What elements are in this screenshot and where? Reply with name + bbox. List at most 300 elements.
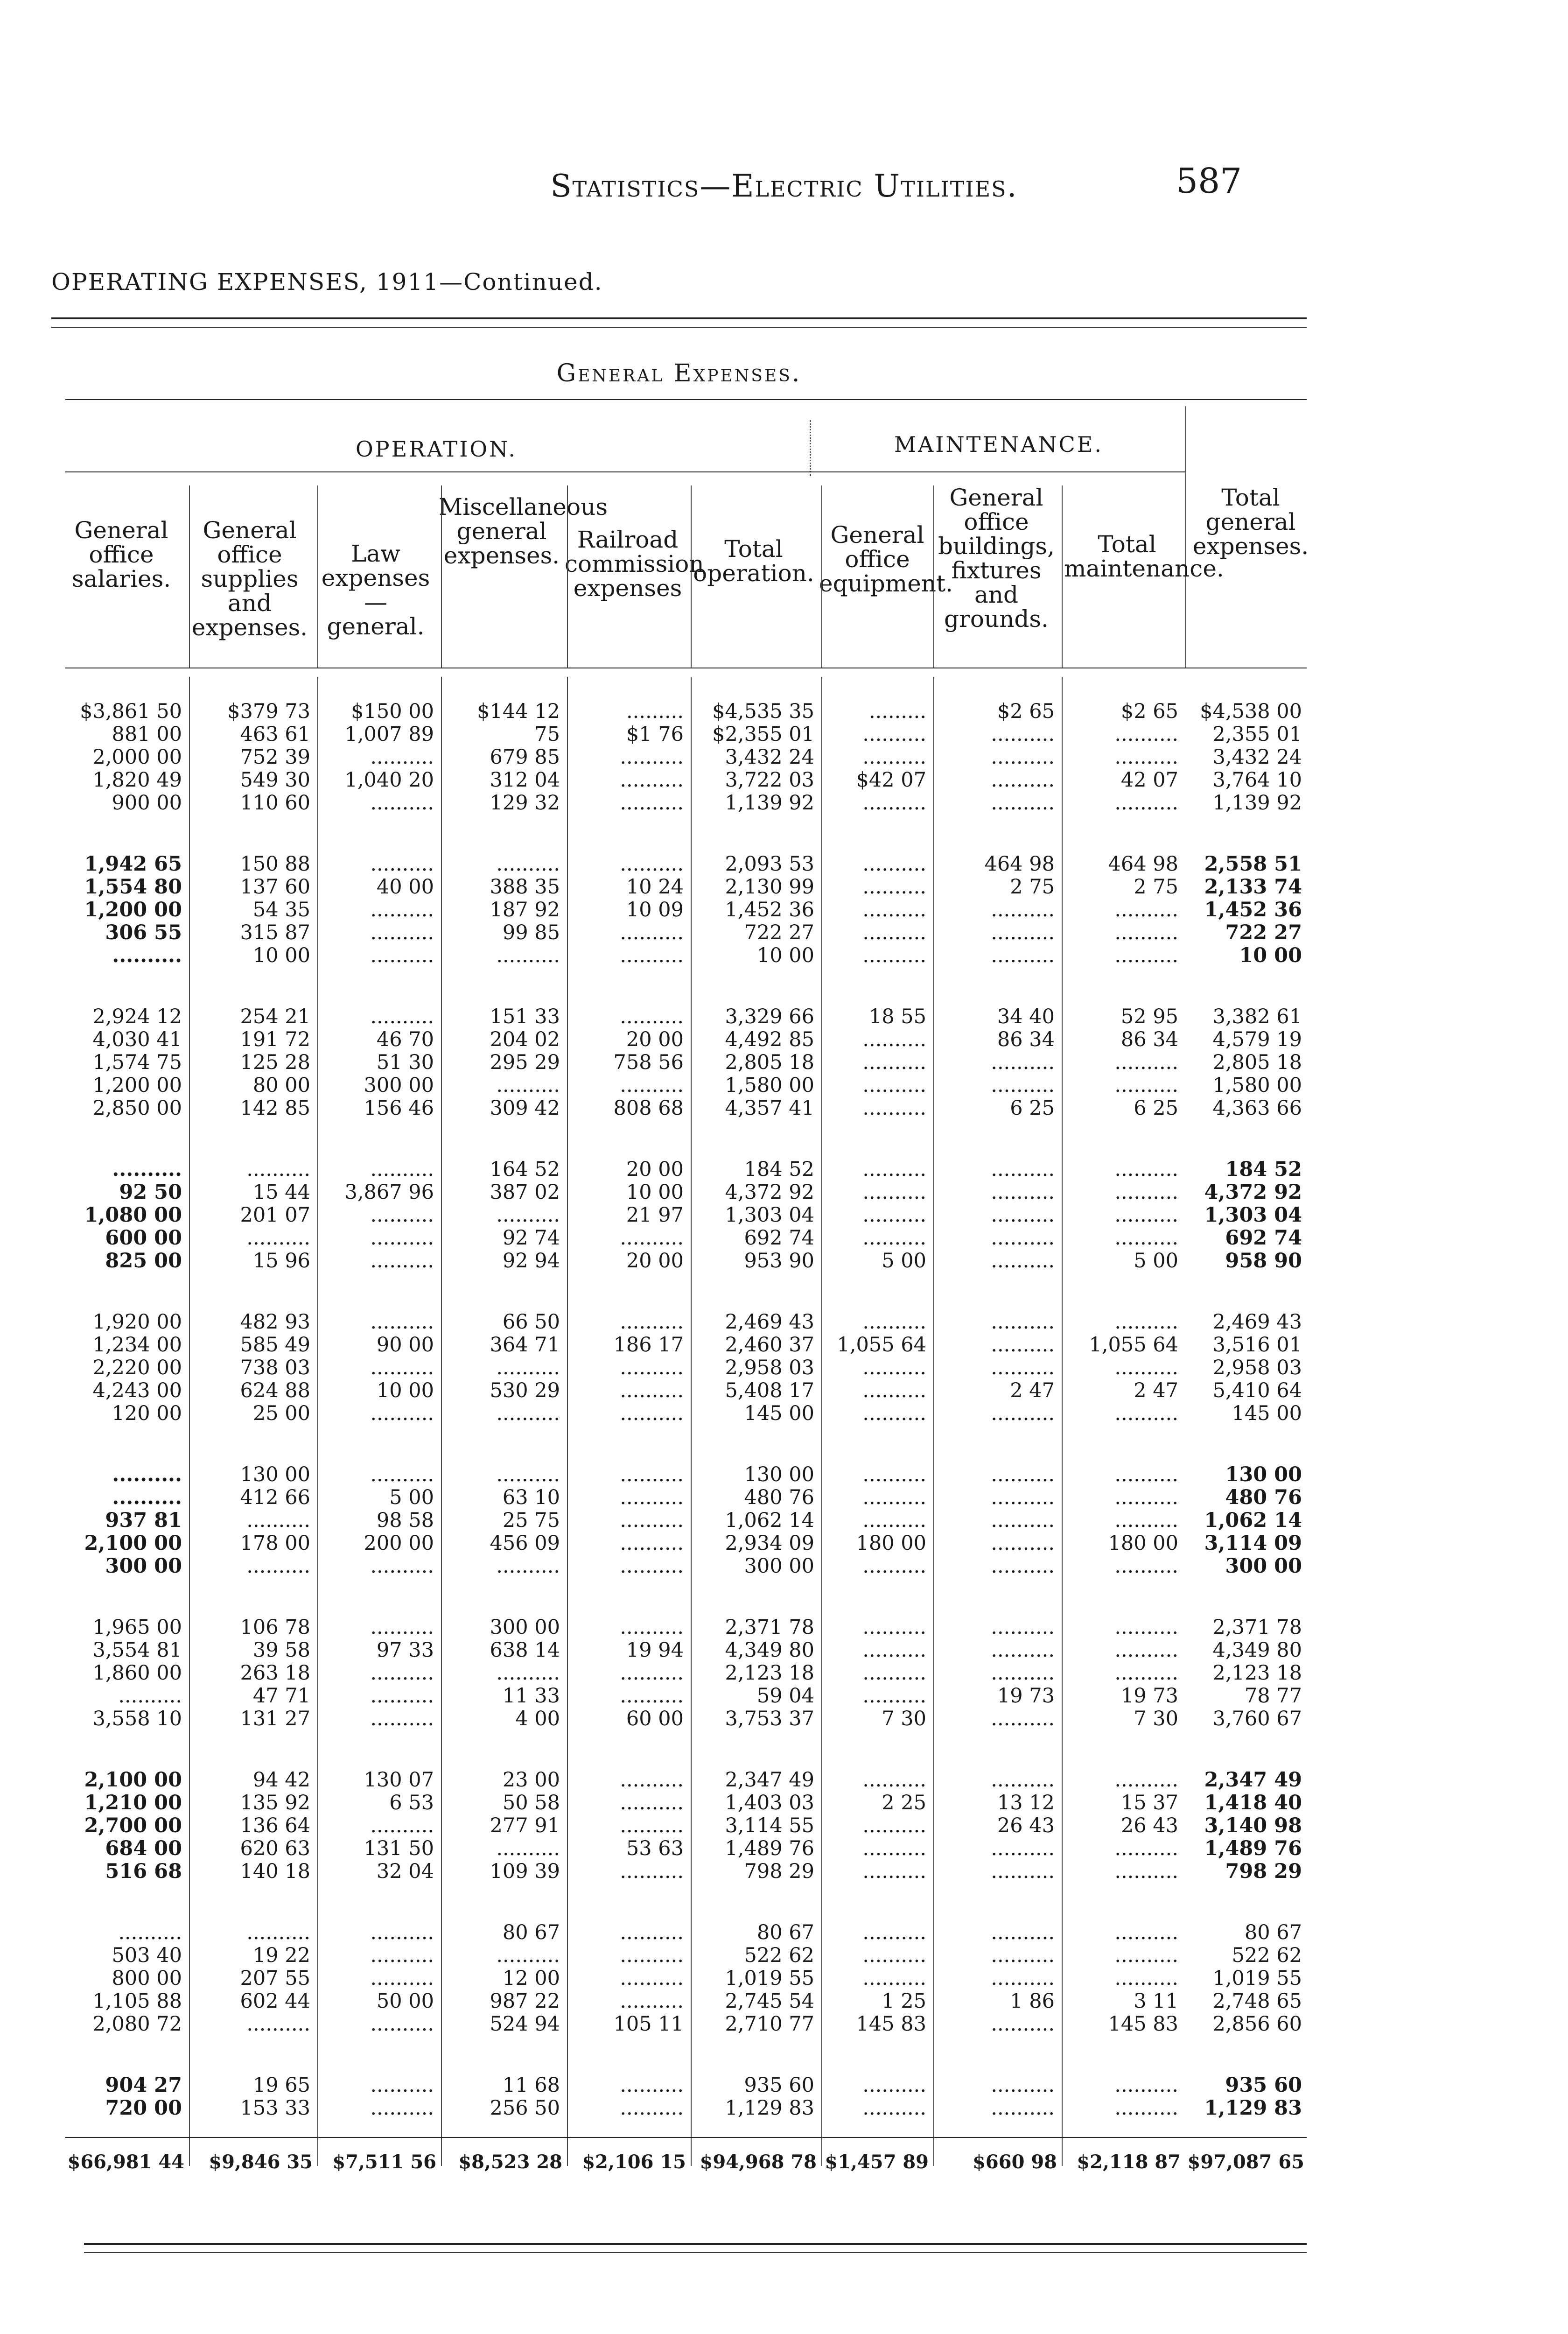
table-cell: 3,554 81 — [92, 1638, 182, 1662]
table-cell: .......... — [118, 1684, 182, 1708]
table-cell: .......... — [991, 745, 1055, 769]
table-cell: .......... — [862, 1051, 926, 1074]
table-cell: 3,867 96 — [344, 1181, 434, 1204]
table-cell: 881 00 — [112, 723, 182, 746]
table-cell: .......... — [496, 852, 560, 876]
table-cell: 10 09 — [626, 898, 684, 921]
table-cell: .......... — [370, 1814, 434, 1837]
table-cell: 92 94 — [502, 1249, 560, 1272]
table-cell: 2 47 — [1134, 1379, 1178, 1402]
table-cell: 3,764 10 — [1212, 768, 1302, 792]
table-cell: .......... — [496, 1944, 560, 1967]
table-cell: 295 29 — [490, 1051, 560, 1074]
table-cell: 136 64 — [240, 1814, 310, 1837]
table-cell: .......... — [620, 1074, 684, 1097]
table-cell: 63 10 — [502, 1486, 560, 1509]
table-cell: 90 00 — [376, 1333, 434, 1357]
table-cell: 624 88 — [240, 1379, 310, 1402]
table-cell: 18 55 — [868, 1005, 926, 1028]
table-cell: .......... — [991, 1310, 1055, 1334]
table-cell: .......... — [991, 1486, 1055, 1509]
table-cell: .......... — [991, 1158, 1055, 1181]
table-cell: 2,355 01 — [1212, 723, 1302, 746]
table-cell: 2,371 78 — [725, 1616, 814, 1639]
table-cell: 2,850 00 — [92, 1097, 182, 1120]
table-cell: $379 73 — [227, 700, 310, 723]
totals-rule — [65, 2137, 1307, 2138]
table-cell: .......... — [862, 791, 926, 815]
table-cell: 1,129 83 — [1204, 2096, 1302, 2120]
table-cell: 1,200 00 — [92, 1074, 182, 1097]
table-cell: .......... — [862, 944, 926, 967]
table-cell: 10 00 — [376, 1379, 434, 1402]
table-cell: 125 28 — [240, 1051, 310, 1074]
table-cell: 2,934 09 — [725, 1532, 814, 1555]
table-cell: 1,234 00 — [92, 1333, 182, 1357]
table-cell: 364 71 — [490, 1333, 560, 1357]
table-cell: .......... — [496, 944, 560, 967]
table-cell: .......... — [862, 1661, 926, 1685]
table-cell: .......... — [620, 1814, 684, 1837]
table-cell: .......... — [112, 1463, 182, 1486]
table-cell: $4,535 35 — [712, 700, 814, 723]
table-cell: .......... — [1114, 1074, 1178, 1097]
table-cell: .......... — [991, 1509, 1055, 1532]
table-cell: 585 49 — [240, 1333, 310, 1357]
table-cell: 808 68 — [613, 1097, 684, 1120]
table-cell: .......... — [991, 1532, 1055, 1555]
table-cell: 180 00 — [856, 1532, 926, 1555]
table-cell: .......... — [370, 944, 434, 967]
column-rule — [317, 677, 318, 2166]
table-cell: 2,130 99 — [725, 875, 814, 899]
table-cell: .......... — [862, 1463, 926, 1486]
table-cell: 4,243 00 — [92, 1379, 182, 1402]
table-cell: .......... — [370, 1158, 434, 1181]
top-rule-2 — [51, 327, 1307, 328]
table-cell: .......... — [862, 2096, 926, 2120]
table-cell: .......... — [991, 921, 1055, 944]
table-cell: 86 34 — [997, 1028, 1055, 1051]
table-cell: 300 00 — [105, 1554, 182, 1578]
table-cell: 900 00 — [112, 791, 182, 815]
table-cell: 178 00 — [240, 1532, 310, 1555]
table-cell: .......... — [370, 1310, 434, 1334]
table-cell: 3,558 10 — [92, 1707, 182, 1730]
table-cell: 300 00 — [364, 1074, 434, 1097]
column-header: General office equipment. — [819, 521, 953, 597]
table-cell: .......... — [862, 1181, 926, 1204]
table-cell: .......... — [620, 1463, 684, 1486]
table-cell: 186 17 — [613, 1333, 684, 1357]
table-cell: 1,210 00 — [84, 1791, 182, 1814]
table-cell: 277 91 — [490, 1814, 560, 1837]
table-cell: 1,105 88 — [92, 1990, 182, 2013]
total-cell: $94,968 78 — [700, 2151, 817, 2173]
table-cell: .......... — [991, 1203, 1055, 1227]
table-cell: 98 58 — [376, 1509, 434, 1532]
table-cell: .......... — [496, 1203, 560, 1227]
table-cell: 191 72 — [240, 1028, 310, 1051]
table-cell: 47 71 — [252, 1684, 310, 1708]
table-cell: 3,432 24 — [1212, 745, 1302, 769]
table-cell: 254 21 — [240, 1005, 310, 1028]
table-cell: 26 43 — [997, 1814, 1055, 1837]
table-cell: .......... — [370, 852, 434, 876]
table-cell: 684 00 — [105, 1837, 182, 1860]
table-cell: 52 95 — [1120, 1005, 1178, 1028]
table-cell: 600 00 — [105, 1226, 182, 1250]
total-cell: $2,106 15 — [582, 2151, 686, 2173]
table-cell: 638 14 — [490, 1638, 560, 1662]
table-cell: .......... — [862, 1379, 926, 1402]
table-cell: .......... — [991, 2012, 1055, 2036]
table-cell: .......... — [991, 1402, 1055, 1425]
table-cell: 2,220 00 — [92, 1356, 182, 1379]
table-cell: .......... — [620, 1860, 684, 1883]
table-cell: 315 87 — [240, 921, 310, 944]
table-cell: 80 67 — [502, 1921, 560, 1944]
table-cell: 1,965 00 — [92, 1616, 182, 1639]
column-rule — [567, 485, 568, 668]
table-cell: 75 — [534, 723, 560, 746]
table-cell: .......... — [620, 1379, 684, 1402]
table-cell: .......... — [991, 768, 1055, 792]
table-cell: $2 65 — [997, 700, 1055, 723]
table-cell: 23 00 — [502, 1768, 560, 1792]
table-cell: 2,469 43 — [1212, 1310, 1302, 1334]
table-cell: 50 58 — [502, 1791, 560, 1814]
table-cell: 2,710 77 — [725, 2012, 814, 2036]
table-cell: .......... — [620, 791, 684, 815]
table-cell: 1 25 — [882, 1990, 926, 2013]
table-cell: 2 25 — [882, 1791, 926, 1814]
table-cell: .......... — [991, 1356, 1055, 1379]
table-cell: .......... — [862, 1356, 926, 1379]
table-cell: 92 74 — [502, 1226, 560, 1250]
table-cell: 99 85 — [502, 921, 560, 944]
table-cell: .......... — [1114, 1356, 1178, 1379]
table-cell: .......... — [370, 1684, 434, 1708]
table-cell: 2,133 74 — [1204, 875, 1302, 899]
table-cell: 1,139 92 — [725, 791, 814, 815]
table-cell: 15 96 — [252, 1249, 310, 1272]
table-cell: 738 03 — [240, 1356, 310, 1379]
column-header: Miscellaneous general expenses. — [439, 493, 608, 569]
table-cell: 1,019 55 — [1212, 1967, 1302, 1990]
table-cell: 32 04 — [376, 1860, 434, 1883]
table-cell: 94 42 — [252, 1768, 310, 1792]
table-cell: .......... — [370, 1707, 434, 1730]
column-rule — [189, 485, 190, 668]
column-rule — [933, 677, 934, 2166]
table-cell: .......... — [620, 1226, 684, 1250]
table-cell: 456 09 — [490, 1532, 560, 1555]
table-cell: .......... — [991, 1661, 1055, 1685]
table-cell: 463 61 — [240, 723, 310, 746]
table-cell: .......... — [991, 1967, 1055, 1990]
column-header: General office buildings, fixtures and grounds. — [938, 484, 1055, 633]
table-cell: ......... — [868, 700, 926, 723]
table-cell: 300 00 — [490, 1616, 560, 1639]
table-cell: $1 76 — [626, 723, 684, 746]
table-cell: .......... — [370, 1967, 434, 1990]
table-cell: 1,554 80 — [84, 875, 182, 899]
total-cell: $7,511 56 — [332, 2151, 436, 2173]
table-cell: 2,558 51 — [1204, 852, 1302, 876]
table-cell: .......... — [1114, 1486, 1178, 1509]
table-cell: .......... — [862, 1554, 926, 1578]
table-cell: .......... — [620, 1532, 684, 1555]
column-header: General office supplies and expenses. — [191, 517, 308, 641]
table-cell: 120 00 — [112, 1402, 182, 1425]
top-rule — [51, 317, 1307, 319]
table-cell: .......... — [620, 2096, 684, 2120]
table-cell: 2,748 65 — [1212, 1990, 1302, 2013]
table-cell: .......... — [862, 1837, 926, 1860]
table-cell: 2,123 18 — [725, 1661, 814, 1685]
table-cell: .......... — [496, 1463, 560, 1486]
table-cell: 42 07 — [1120, 768, 1178, 792]
table-cell: 758 56 — [613, 1051, 684, 1074]
table-cell: .......... — [112, 1158, 182, 1181]
table-cell: .......... — [1114, 1203, 1178, 1227]
table-cell: 388 35 — [490, 875, 560, 899]
table-cell: .......... — [991, 1226, 1055, 1250]
table-cell: 4,357 41 — [725, 1097, 814, 1120]
table-cell: .......... — [118, 1921, 182, 1944]
table-cell: 2,469 43 — [725, 1310, 814, 1334]
table-cell: 34 40 — [997, 1005, 1055, 1028]
bottom-rule — [84, 2243, 1307, 2245]
table-cell: .......... — [862, 1509, 926, 1532]
section-maintenance: MAINTENANCE. — [894, 432, 1104, 457]
table-cell: $42 07 — [856, 768, 926, 792]
table-cell: .......... — [370, 1944, 434, 1967]
table-cell: .......... — [991, 1768, 1055, 1792]
table-cell: 1,055 64 — [837, 1333, 926, 1357]
table-cell: 530 29 — [490, 1379, 560, 1402]
table-cell: 722 27 — [1225, 921, 1302, 944]
table-cell: 1,139 92 — [1212, 791, 1302, 815]
column-rule — [821, 485, 822, 668]
table-cell: 131 27 — [240, 1707, 310, 1730]
table-cell: 80 67 — [756, 1921, 814, 1944]
table-cell: .......... — [991, 1616, 1055, 1639]
table-cell: .......... — [1114, 1051, 1178, 1074]
table-cell: .......... — [370, 1463, 434, 1486]
table-cell: 679 85 — [490, 745, 560, 769]
table-cell: .......... — [991, 1074, 1055, 1097]
table-cell: 6 25 — [1010, 1097, 1055, 1120]
table-cell: .......... — [370, 791, 434, 815]
table-cell: .......... — [1114, 1509, 1178, 1532]
column-rule — [691, 485, 692, 668]
table-cell: 464 98 — [984, 852, 1055, 876]
table-cell: 6 25 — [1134, 1097, 1178, 1120]
table-cell: 1,062 14 — [1204, 1509, 1302, 1532]
table-cell: .......... — [370, 1661, 434, 1685]
table-cell: 40 00 — [376, 875, 434, 899]
table-cell: 4,372 92 — [725, 1181, 814, 1204]
table-cell: .......... — [370, 2074, 434, 2097]
table-cell: 2,856 60 — [1212, 2012, 1302, 2036]
column-header: Total general expenses. — [1192, 484, 1309, 560]
table-cell: 2,080 72 — [92, 2012, 182, 2036]
table-cell: 2,958 03 — [725, 1356, 814, 1379]
table-cell: 1 86 — [1010, 1990, 1055, 2013]
table-cell: 2,745 54 — [725, 1990, 814, 2013]
table-cell: 1,452 36 — [1204, 898, 1302, 921]
table-cell: 60 00 — [626, 1707, 684, 1730]
table-cell: 482 93 — [240, 1310, 310, 1334]
table-cell: .......... — [862, 898, 926, 921]
table-cell: 524 94 — [490, 2012, 560, 2036]
table-cell: .......... — [370, 1616, 434, 1639]
table-cell: 2,347 49 — [1204, 1768, 1302, 1792]
table-cell: 137 60 — [240, 875, 310, 899]
table-cell: .......... — [370, 1203, 434, 1227]
table-cell: .......... — [112, 944, 182, 967]
table-cell: .......... — [1114, 944, 1178, 967]
table-cell: 3,114 55 — [725, 1814, 814, 1837]
table-cell: 1,129 83 — [725, 2096, 814, 2120]
table-cell: .......... — [496, 1837, 560, 1860]
column-header: Law expenses— general. — [321, 540, 430, 640]
table-cell: 2,924 12 — [92, 1005, 182, 1028]
table-cell: 4,363 66 — [1212, 1097, 1302, 1120]
table-cell: 722 27 — [744, 921, 814, 944]
table-cell: 53 63 — [626, 1837, 684, 1860]
table-cell: 1,920 00 — [92, 1310, 182, 1334]
table-cell: 4,492 85 — [725, 1028, 814, 1051]
table-cell: 26 43 — [1120, 1814, 1178, 1837]
table-cell: .......... — [620, 1990, 684, 2013]
table-cell: .......... — [370, 1554, 434, 1578]
table-cell: .......... — [370, 1005, 434, 1028]
table-cell: $3,861 50 — [80, 700, 182, 723]
table-cell: 1,007 89 — [344, 723, 434, 746]
table-cell: .......... — [620, 745, 684, 769]
table-cell: 3,432 24 — [725, 745, 814, 769]
table-cell: 66 50 — [502, 1310, 560, 1334]
table-cell: .......... — [1114, 1181, 1178, 1204]
table-cell: .......... — [862, 1921, 926, 1944]
table-cell: .......... — [620, 1768, 684, 1792]
table-cell: 1,080 00 — [84, 1203, 182, 1227]
table-cell: .......... — [862, 2074, 926, 2097]
table-cell: 21 97 — [626, 1203, 684, 1227]
table-cell: 1,820 49 — [92, 768, 182, 792]
table-cell: .......... — [862, 1616, 926, 1639]
table-cell: 10 24 — [626, 875, 684, 899]
table-cell: 1,489 76 — [1204, 1837, 1302, 1860]
table-cell: $144 12 — [477, 700, 560, 723]
table-cell: 1,580 00 — [725, 1074, 814, 1097]
table-cell: 2,123 18 — [1212, 1661, 1302, 1685]
table-cell: 4,579 19 — [1212, 1028, 1302, 1051]
section-operation: OPERATION. — [355, 436, 518, 462]
total-cell: $97,087 65 — [1187, 2151, 1304, 2173]
table-cell: .......... — [370, 921, 434, 944]
table-cell: 151 33 — [490, 1005, 560, 1028]
table-cell: 2,805 18 — [725, 1051, 814, 1074]
table-cell: 106 78 — [240, 1616, 310, 1639]
table-cell: 135 92 — [240, 1791, 310, 1814]
table-cell: 20 00 — [626, 1249, 684, 1272]
table-cell: 798 29 — [744, 1860, 814, 1883]
table-cell: 2,093 53 — [725, 852, 814, 876]
table-cell: .......... — [991, 1554, 1055, 1578]
table-cell: .......... — [1114, 921, 1178, 944]
table-cell: 15 44 — [252, 1181, 310, 1204]
table-cell: 692 74 — [1225, 1226, 1302, 1250]
table-cell: 20 00 — [626, 1028, 684, 1051]
section-divider — [810, 420, 811, 476]
table-cell: 19 65 — [252, 2074, 310, 2097]
table-cell: 3,516 01 — [1212, 1333, 1302, 1357]
table-cell: .......... — [620, 1661, 684, 1685]
table-cell: 464 98 — [1108, 852, 1178, 876]
table-cell: .......... — [991, 2074, 1055, 2097]
table-cell: 5,410 64 — [1212, 1379, 1302, 1402]
table-cell: 3,114 09 — [1204, 1532, 1302, 1555]
table-cell: 1,200 00 — [84, 898, 182, 921]
table-cell: .......... — [370, 1249, 434, 1272]
table-cell: .......... — [370, 1226, 434, 1250]
table-cell: .......... — [991, 1860, 1055, 1883]
table-cell: .......... — [862, 1944, 926, 1967]
table-cell: .......... — [620, 1554, 684, 1578]
table-cell: .......... — [620, 1684, 684, 1708]
table-cell: .......... — [991, 791, 1055, 815]
table-cell: 7 30 — [1134, 1707, 1178, 1730]
table-cell: 3,760 67 — [1212, 1707, 1302, 1730]
table-cell: 180 00 — [1108, 1532, 1178, 1555]
table-cell: 15 37 — [1120, 1791, 1178, 1814]
table-cell: 19 73 — [997, 1684, 1055, 1708]
table-cell: 522 62 — [744, 1944, 814, 1967]
table-cell: 5 00 — [882, 1249, 926, 1272]
table-subtitle: OPERATING EXPENSES, 1911—Continued. — [51, 268, 603, 295]
table-cell: 935 60 — [744, 2074, 814, 2097]
total-cell: $9,846 35 — [209, 2151, 313, 2173]
table-cell: 39 58 — [252, 1638, 310, 1662]
table-cell: .......... — [370, 745, 434, 769]
table-cell: .......... — [496, 1554, 560, 1578]
table-cell: 50 00 — [376, 1990, 434, 2013]
table-cell: 3,140 98 — [1204, 1814, 1302, 1837]
table-cell: .......... — [370, 2012, 434, 2036]
table-cell: 953 90 — [744, 1249, 814, 1272]
table-cell: 19 73 — [1120, 1684, 1178, 1708]
table-cell: .......... — [496, 1356, 560, 1379]
table-cell: .......... — [862, 1486, 926, 1509]
table-cell: 2,805 18 — [1212, 1051, 1302, 1074]
table-cell: 5 00 — [1134, 1249, 1178, 1272]
table-cell: 387 02 — [490, 1181, 560, 1204]
table-cell: 156 46 — [364, 1097, 434, 1120]
table-cell: 51 30 — [376, 1051, 434, 1074]
table-cell: .......... — [862, 1310, 926, 1334]
table-cell: .......... — [496, 1661, 560, 1685]
table-cell: .......... — [112, 1486, 182, 1509]
table-cell: 130 00 — [240, 1463, 310, 1486]
section-rule — [65, 399, 1307, 400]
table-cell: $2,355 01 — [712, 723, 814, 746]
table-cell: .......... — [1114, 1158, 1178, 1181]
table-cell: 204 02 — [490, 1028, 560, 1051]
